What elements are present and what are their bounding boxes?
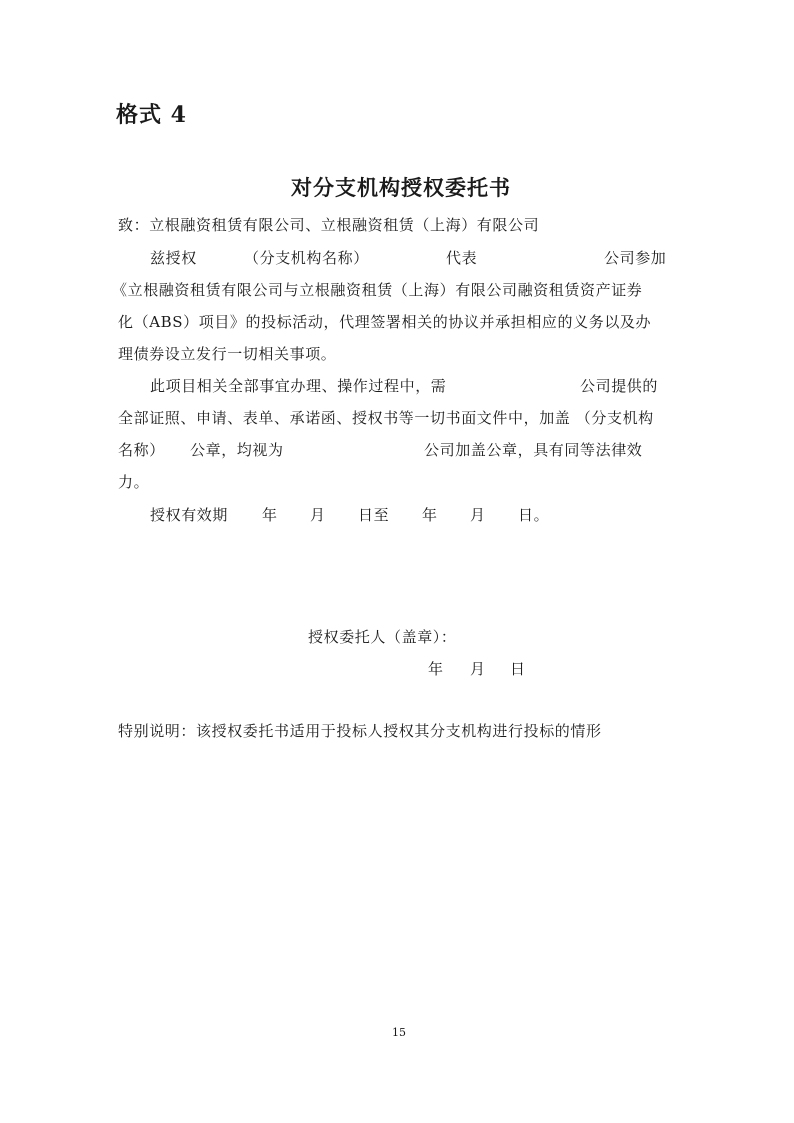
- validity-month-1: 月: [310, 506, 326, 524]
- page-number: 15: [392, 1026, 406, 1039]
- para2-line-3b: 公章，均视为: [190, 441, 284, 459]
- para2-line-3a: 名称）: [118, 441, 165, 459]
- para2-line-4: 力。: [118, 473, 150, 491]
- validity-day-end: 日。: [518, 506, 550, 524]
- format-label: 格式 4: [116, 102, 187, 128]
- validity-label: 授权有效期: [150, 506, 229, 524]
- para1-company-participate: 公司参加: [604, 249, 667, 267]
- para1-authorize-label: 兹授权: [150, 249, 197, 267]
- para1-line-4: 理债券设立发行一切相关事项。: [118, 345, 337, 363]
- validity-year-1: 年: [262, 506, 278, 524]
- document-title: 对分支机构授权委托书: [291, 175, 511, 200]
- validity-month-2: 月: [470, 506, 486, 524]
- validity-day-to: 日至: [358, 506, 390, 524]
- para2-line-2: 全部证照、申请、表单、承诺函、授权书等一切书面文件中，加盖 （分支机构: [118, 409, 654, 427]
- para1-line-2: 《立根融资租赁有限公司与立根融资租赁（上海）有限公司融资租赁资产证券: [112, 281, 643, 299]
- validity-year-2: 年: [422, 506, 438, 524]
- signature-label: 授权委托人（盖章）：: [308, 628, 457, 646]
- signature-day: 日: [510, 660, 526, 678]
- para1-line-3: 化（ABS）项目》的投标活动，代理签署相关的协议并承担相应的义务以及办: [118, 313, 652, 331]
- para1-represent-label: 代表: [446, 249, 478, 267]
- signature-year: 年: [428, 660, 444, 678]
- signature-month: 月: [470, 660, 486, 678]
- addressee-line: 致：立根融资租赁有限公司、立根融资租赁（上海）有限公司: [118, 216, 540, 234]
- para2-line-1b: 公司提供的: [580, 377, 659, 395]
- para2-line-3c: 公司加盖公章，具有同等法律效: [424, 441, 643, 459]
- para1-branch-name-placeholder: （分支机构名称）: [244, 249, 369, 267]
- para2-line-1a: 此项目相关全部事宜办理、操作过程中，需: [150, 377, 447, 395]
- special-note: 特别说明：该授权委托书适用于投标人授权其分支机构进行投标的情形: [118, 722, 602, 740]
